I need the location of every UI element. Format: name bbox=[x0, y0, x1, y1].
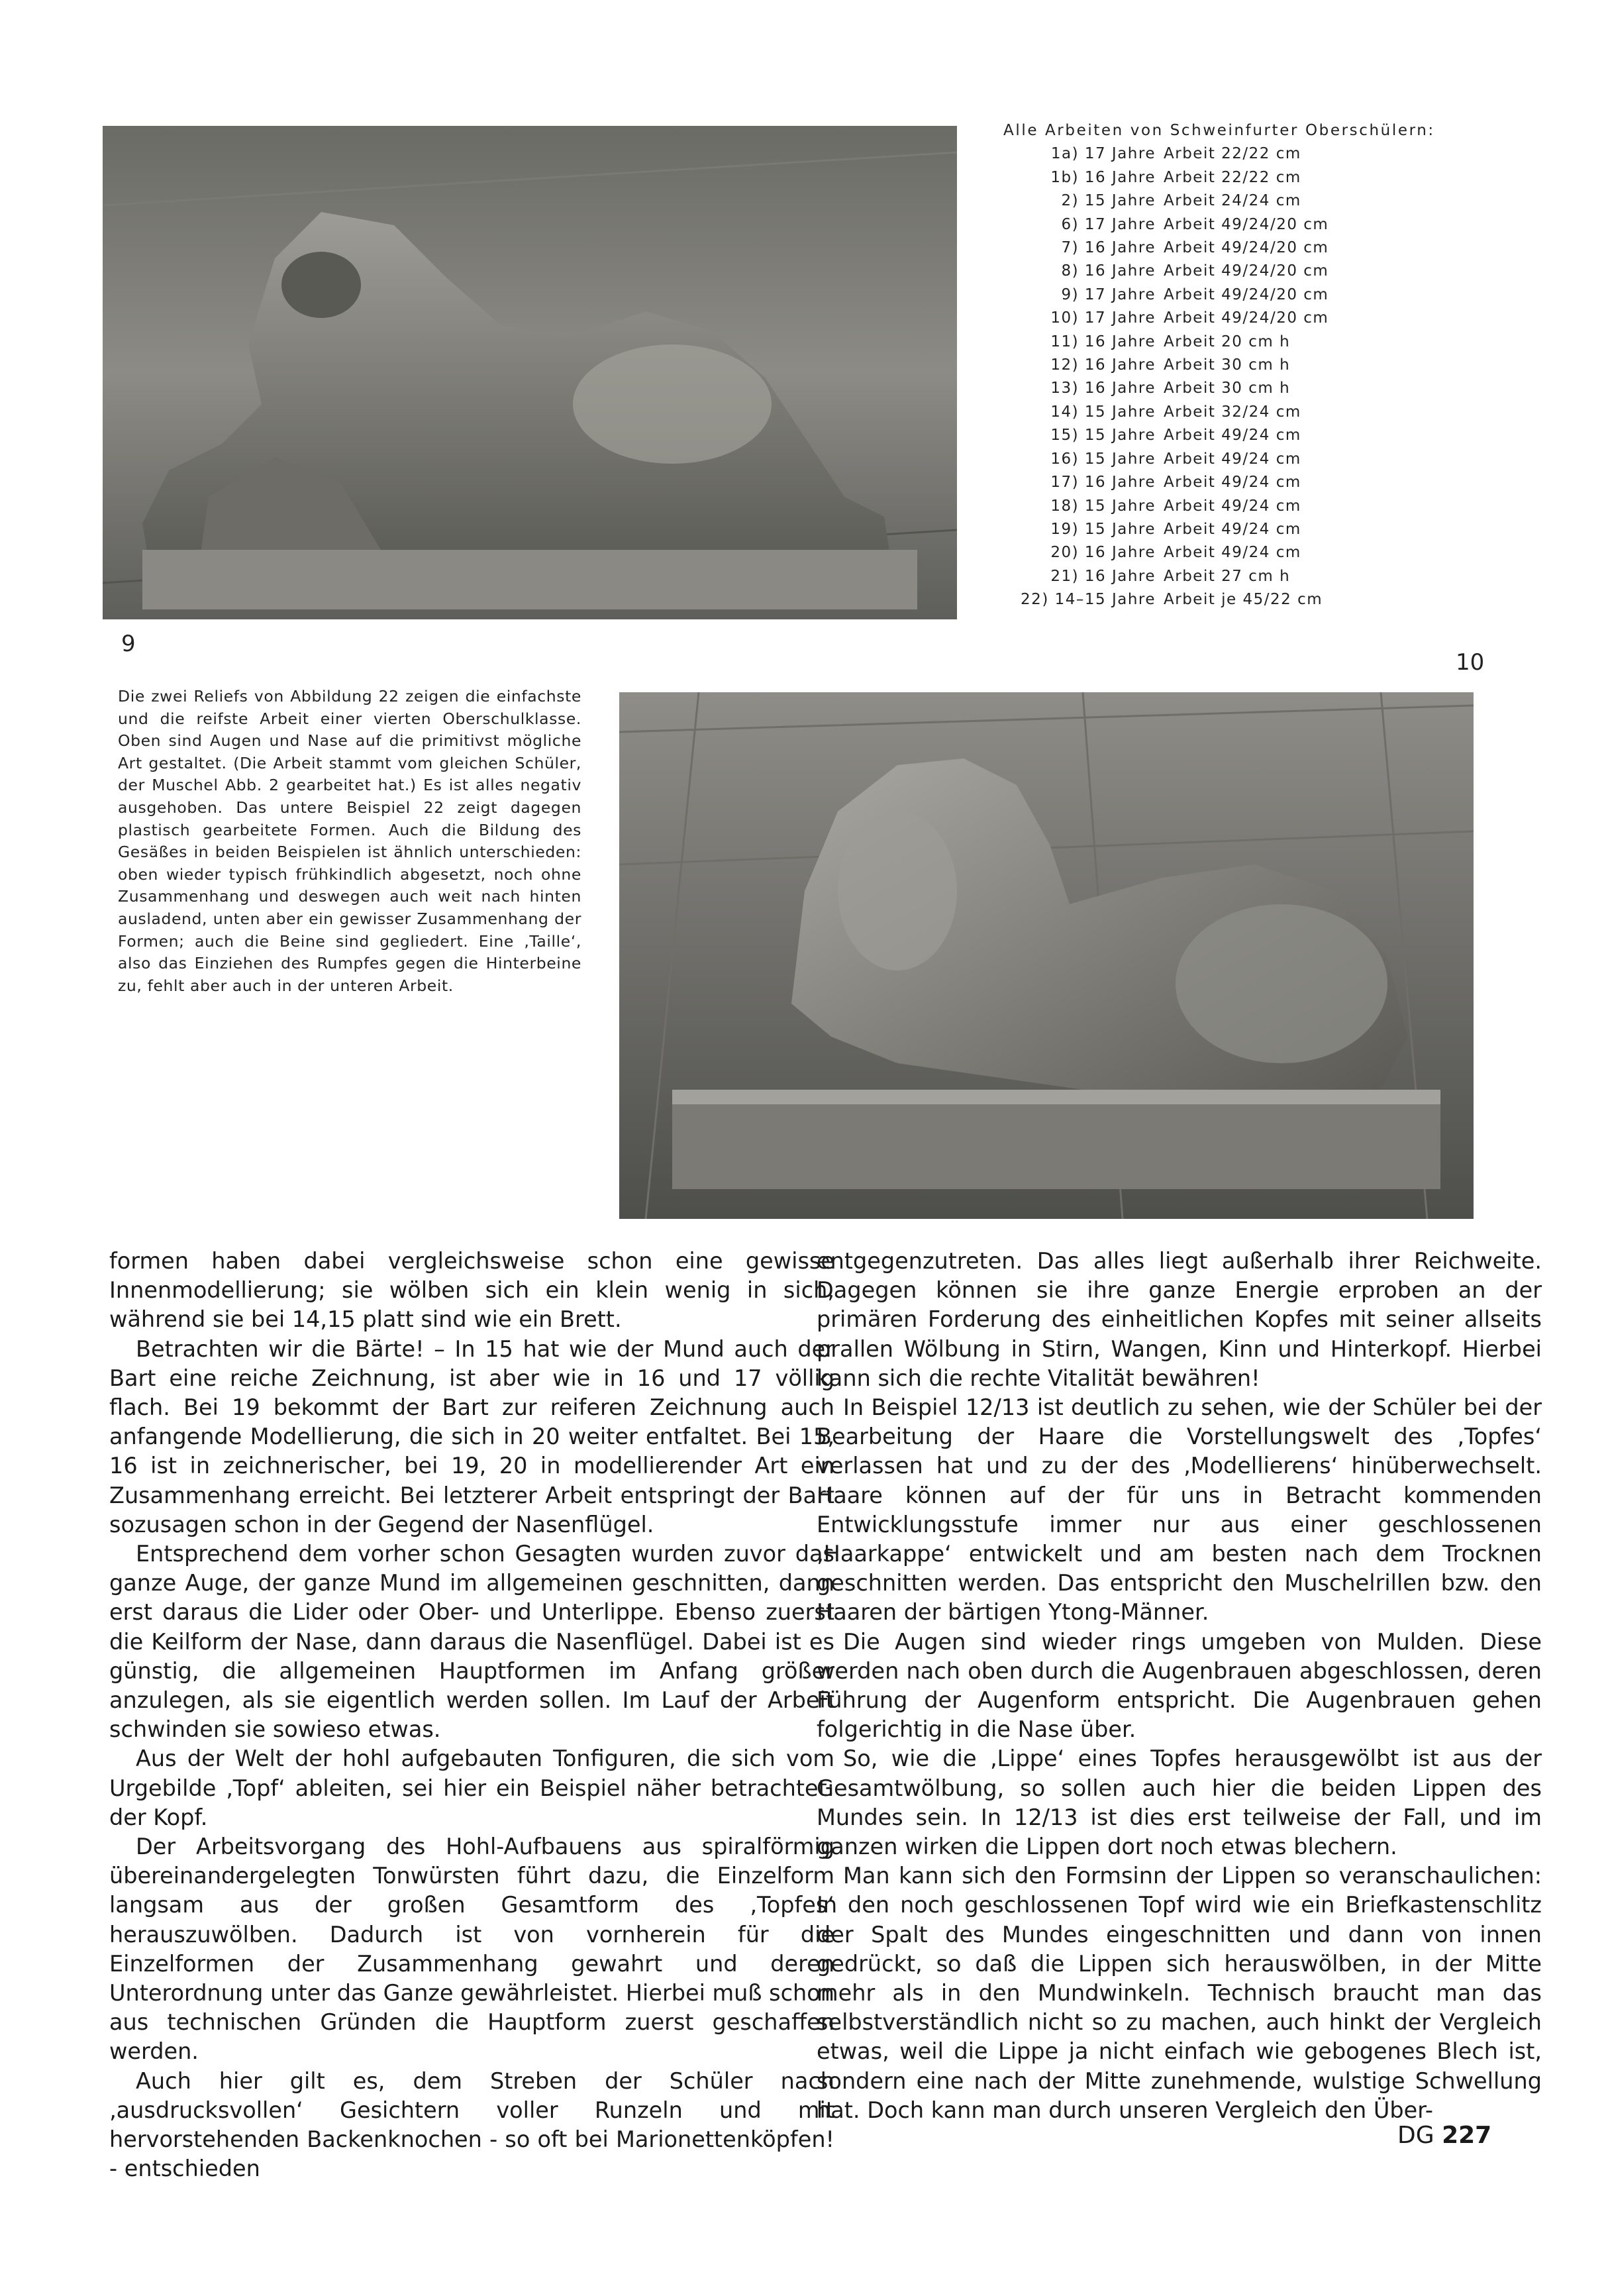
credit-age-work: Arbeit 49/24 cm bbox=[1164, 544, 1301, 562]
figure-10-photo bbox=[619, 692, 1474, 1219]
credits-list bbox=[1003, 119, 1467, 612]
credit-row bbox=[1017, 354, 1329, 377]
stone-sculpture-reclining-animal-photo-icon bbox=[103, 126, 957, 619]
credit-row bbox=[1017, 307, 1329, 330]
credit-age-work: Arbeit 49/24/20 cm bbox=[1164, 286, 1329, 303]
credit-row bbox=[1017, 448, 1329, 471]
stone-sculpture-lion-photo-icon bbox=[619, 692, 1474, 1219]
credit-label: 18) 15 Jahre bbox=[1050, 497, 1156, 515]
credit-label: 22) 14–15 Jahre bbox=[1021, 591, 1156, 609]
credit-age-work: Arbeit 27 cm h bbox=[1164, 567, 1291, 585]
paragraph: formen haben dabei vergleichsweise schon eine gewisse Innenmodellierung; sie wölben sich ein klein wenig in sich, während sie bei 14,15 platt sind wie ein Brett. bbox=[109, 1248, 834, 1333]
credit-label: 2) 15 Jahre bbox=[1061, 192, 1156, 210]
credit-row bbox=[1017, 260, 1329, 283]
credits-table bbox=[1017, 142, 1329, 611]
credit-label: 15) 15 Jahre bbox=[1050, 427, 1156, 444]
credit-row bbox=[1017, 213, 1329, 236]
figure-caption: Die zwei Reliefs von Abbildung 22 zeigen die einfachste und die reifste Arbeit einer vierten Oberschulklasse. Oben sind Augen und Nase auf die primitivst mögliche Art gestaltet. (Die Arbeit stammt vom gleichen Schüler, der Muschel Abb. 2 gearbeitet hat.) Es ist alles negativ ausgehoben. Das untere Beispiel 22 zeigt dagegen plastisch gearbeitete Formen. Auch die Bildung des Gesäßes in beiden Beispielen ist ähnlich unterschieden: oben wieder typisch frühkindlich abgesetzt, noch ohne Zusammenhang und deswegen auch weit nach hinten ausladend, unten aber ein gewisser Zusammenhang der Formen; auch die Beine sind gegliedert. Eine ‚Taille‘, also das Einziehen des Rumpfes gegen die Hinterbeine zu, fehlt aber auch in der unteren Arbeit. bbox=[118, 687, 581, 995]
credit-age-work: Arbeit 49/24 cm bbox=[1164, 520, 1301, 538]
paragraph: Aus der Welt der hohl aufgebauten Tonfiguren, die sich vom Urgebilde ‚Topf‘ ableiten, sei hier ein Beispiel näher betrachtet: der Kopf. bbox=[109, 1746, 834, 1830]
paragraph: So, wie die ‚Lippe‘ eines Topfes herausgewölbt ist aus der Gesamtwölbung, so sollen auch hier die beiden Lippen des Mundes sein. In 12/13 ist dies erst teilweise der Fall, und im ganzen wirken die Lippen dort noch etwas blechern. bbox=[817, 1746, 1542, 1860]
credit-row bbox=[1017, 495, 1329, 518]
credit-label: 13) 16 Jahre bbox=[1050, 380, 1156, 397]
credit-age-work: Arbeit 20 cm h bbox=[1164, 333, 1291, 350]
credit-label: 14) 15 Jahre bbox=[1050, 403, 1156, 421]
credit-label: 12) 16 Jahre bbox=[1050, 356, 1156, 374]
credit-label: 7) 16 Jahre bbox=[1061, 239, 1156, 257]
credit-label: 1a) 17 Jahre bbox=[1050, 145, 1156, 163]
paragraph: Die Augen sind wieder rings umgeben von Mulden. Diese werden nach oben durch die Augenbrauen abgeschlossen, deren Führung der Augenform entspricht. Die Augenbrauen gehen folgerichtig in die Nase über. bbox=[817, 1628, 1542, 1743]
credit-age-work: Arbeit 30 cm h bbox=[1164, 380, 1291, 397]
figure-9-number: 9 bbox=[121, 631, 136, 657]
paragraph: In Beispiel 12/13 ist deutlich zu sehen, wie der Schüler bei der Bearbeitung der Haare die Vorstellungswelt des ‚Topfes‘ verlassen hat und zu der des ‚Modellierens‘ hinüberwechselt. Haare können auf der für uns in Betracht kommenden Entwicklungsstufe immer nur aus einer geschlossenen ‚Haarkappe‘ entwickelt und am besten nach dem Trocknen geschnitten werden. Das entspricht den Muschelrillen bzw. den Haaren der bärtigen Ytong-Männer. bbox=[817, 1394, 1542, 1626]
credit-row bbox=[1017, 166, 1329, 189]
credit-label: 11) 16 Jahre bbox=[1050, 333, 1156, 350]
credit-row bbox=[1017, 284, 1329, 307]
paragraph: Auch hier gilt es, dem Streben der Schüler nach ‚ausdrucksvollen‘ Gesichtern voller Runzeln und mit hervorstehenden Backenknochen - so oft bei Marionettenköpfen! - entschieden bbox=[109, 2067, 834, 2182]
paragraph: Entsprechend dem vorher schon Gesagten wurden zuvor das ganze Auge, der ganze Mund im allgemeinen geschnitten, dann erst daraus die Lider oder Ober- und Unterlippe. Ebenso zuerst die Keilform der Nase, dann daraus die Nasenflügel. Dabei ist es günstig, die allgemeinen Hauptformen im Anfang größer anzulegen, als sie eigentlich werden sollen. Im Lauf der Arbeit schwinden sie sowieso etwas. bbox=[109, 1541, 834, 1743]
figure-10-number: 10 bbox=[1456, 649, 1485, 676]
credit-row bbox=[1017, 541, 1329, 564]
page-number: 227 bbox=[1442, 2122, 1492, 2149]
credits-heading: Alle Arbeiten von Schweinfurter Oberschülern: bbox=[1003, 122, 1435, 139]
credit-age-work: Arbeit 22/22 cm bbox=[1164, 145, 1301, 163]
credit-row bbox=[1017, 424, 1329, 447]
credit-row bbox=[1017, 401, 1329, 424]
credit-age-work: Arbeit 49/24 cm bbox=[1164, 450, 1301, 468]
credit-label: 19) 15 Jahre bbox=[1050, 520, 1156, 538]
paragraph: Der Arbeitsvorgang des Hohl-Aufbauens aus spiralförmig übereinandergelegten Tonwürsten führt dazu, die Einzelform langsam aus der großen Gesamtform des ‚Topfes‘ herauszuwölben. Dadurch ist von vornherein für die Einzelformen der Zusammenhang gewahrt und deren Unterordnung unter das Ganze gewährleistet. Hierbei muß schon aus technischen Gründen die Hauptform zuerst geschaffen werden. bbox=[109, 1834, 834, 2065]
credit-row bbox=[1017, 142, 1329, 166]
credit-row bbox=[1017, 565, 1329, 588]
credit-label: 20) 16 Jahre bbox=[1050, 544, 1156, 562]
credit-label: 8) 16 Jahre bbox=[1061, 262, 1156, 280]
paragraph: Betrachten wir die Bärte! – In 15 hat wie der Mund auch der Bart eine reiche Zeichnung, ist aber wie in 16 und 17 völlig flach. Bei 19 bekommt der Bart zur reiferen Zeichnung auch anfangende Modellierung, die sich in 20 weiter entfaltet. Bei 15, 16 ist in zeichnerischer, bei 19, 20 in modellierender Art ein Zusammenhang erreicht. Bei letzterer Arbeit entspringt der Bart sozusagen schon in der Gegend der Nasenflügel. bbox=[109, 1335, 834, 1538]
credit-row bbox=[1017, 518, 1329, 541]
credit-row bbox=[1017, 331, 1329, 354]
credit-age-work: Arbeit 22/22 cm bbox=[1164, 168, 1301, 186]
credit-age-work: Arbeit 49/24 cm bbox=[1164, 427, 1301, 444]
page-folio bbox=[1397, 2122, 1491, 2149]
credit-label: 16) 15 Jahre bbox=[1050, 450, 1156, 468]
credit-label: 17) 16 Jahre bbox=[1050, 474, 1156, 492]
credit-label: 9) 17 Jahre bbox=[1061, 286, 1156, 303]
credit-row bbox=[1017, 189, 1329, 213]
paragraph: Man kann sich den Formsinn der Lippen so veranschaulichen: In den noch geschlossenen Topf wird wie ein Briefkastenschlitz der Spalt des Mundes eingeschnitten und dann von innen gedrückt, so daß die Lippen sich herauswölben, in der Mitte mehr als in den Mundwinkeln. Technisch braucht man das selbstverständlich nicht so zu machen, auch hinkt der Vergleich etwas, weil die Lippe ja nicht einfach wie gebogenes Blech ist, sondern eine nach der Mitte zunehmende, wulstige Schwellung hat. Doch kann man durch unseren Vergleich den Über- bbox=[817, 1863, 1542, 2123]
credit-label: 10) 17 Jahre bbox=[1050, 309, 1156, 327]
credit-label: 1b) 16 Jahre bbox=[1050, 168, 1156, 186]
credit-age-work: Arbeit 49/24 cm bbox=[1164, 497, 1301, 515]
credit-age-work: Arbeit 49/24 cm bbox=[1164, 474, 1301, 492]
credit-age-work: Arbeit je 45/22 cm bbox=[1164, 591, 1323, 609]
credit-age-work: Arbeit 30 cm h bbox=[1164, 356, 1291, 374]
credit-row bbox=[1017, 236, 1329, 260]
left-text-column bbox=[109, 1247, 834, 2184]
credit-row bbox=[1017, 377, 1329, 400]
credit-row bbox=[1017, 471, 1329, 494]
credit-age-work: Arbeit 49/24/20 cm bbox=[1164, 262, 1329, 280]
credit-age-work: Arbeit 49/24/20 cm bbox=[1164, 309, 1329, 327]
paragraph: entgegenzutreten. Das alles liegt außerhalb ihrer Reichweite. Dagegen können sie ihre ganze Energie erproben an der primären Forderung des einheitlichen Kopfes mit seiner allseits prallen Wölbung in Stirn, Wangen, Kinn und Hinterkopf. Hierbei kann sich die rechte Vitalität bewähren! bbox=[817, 1248, 1542, 1391]
credit-age-work: Arbeit 49/24/20 cm bbox=[1164, 215, 1329, 233]
figure-9-photo bbox=[103, 126, 957, 619]
credit-age-work: Arbeit 24/24 cm bbox=[1164, 192, 1301, 210]
credit-label: 6) 17 Jahre bbox=[1061, 215, 1156, 233]
credit-row bbox=[1017, 588, 1329, 611]
credit-age-work: Arbeit 32/24 cm bbox=[1164, 403, 1301, 421]
right-text-column bbox=[817, 1247, 1542, 2125]
credit-label: 21) 16 Jahre bbox=[1050, 567, 1156, 585]
journal-abbrev: DG bbox=[1397, 2122, 1434, 2149]
credit-age-work: Arbeit 49/24/20 cm bbox=[1164, 239, 1329, 257]
